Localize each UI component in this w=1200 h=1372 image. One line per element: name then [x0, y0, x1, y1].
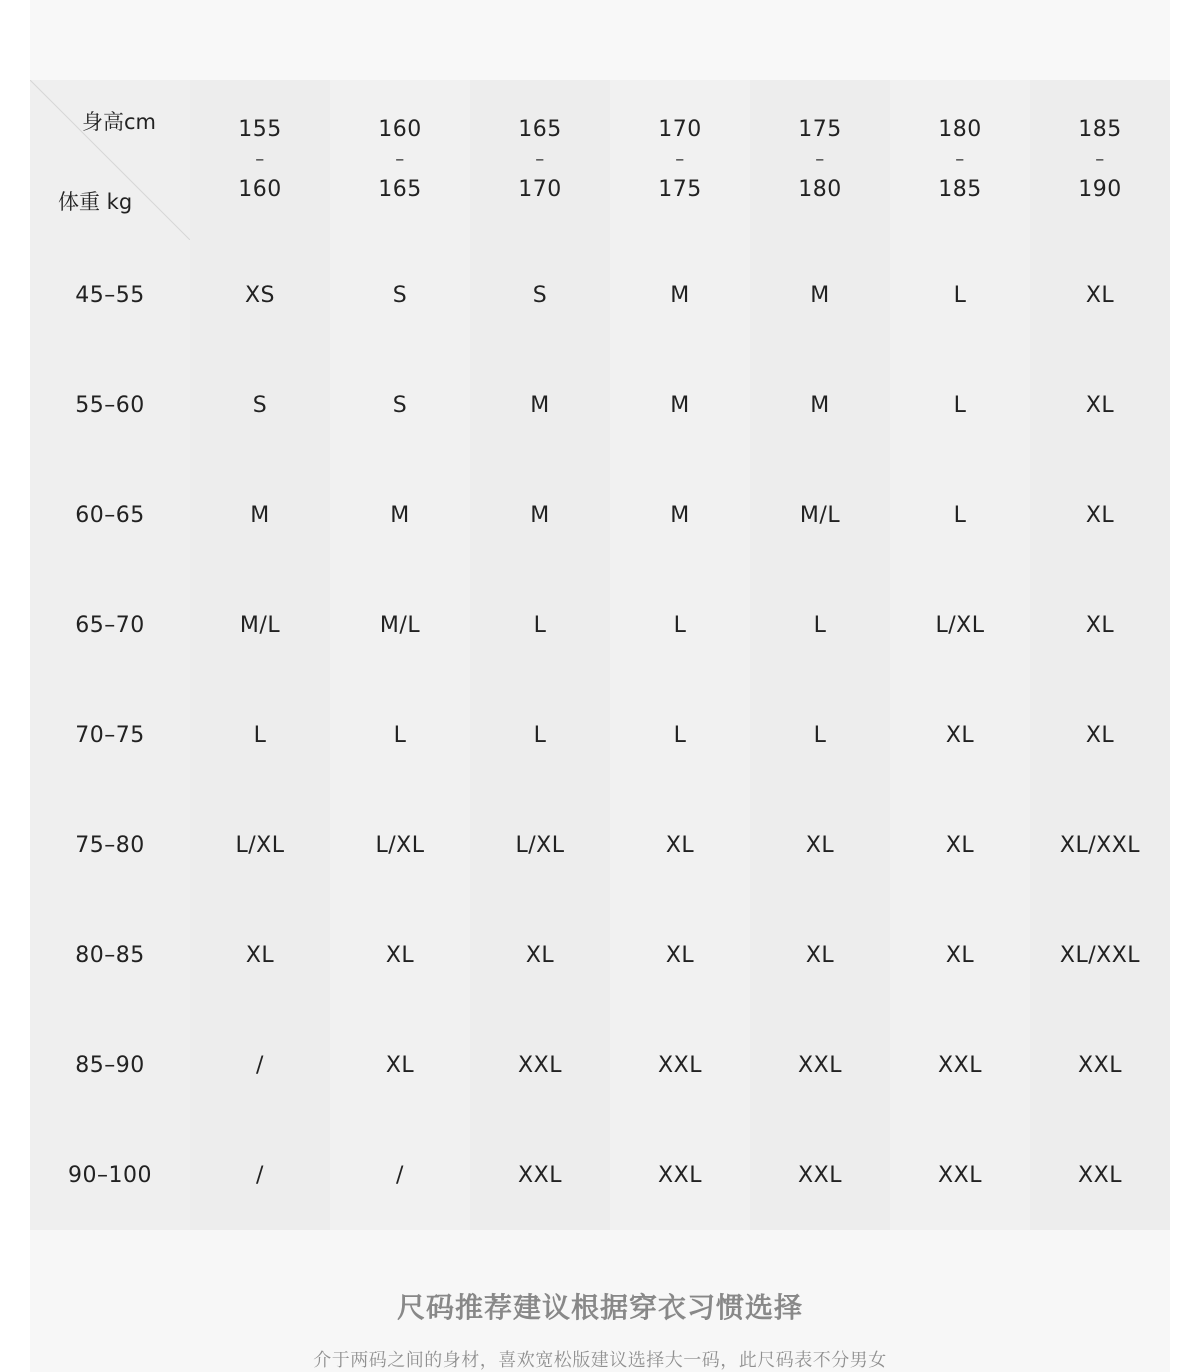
- weight-range-cell: 70–75: [30, 680, 190, 790]
- size-cell: M: [330, 460, 470, 570]
- size-cell: XL/XXL: [1030, 790, 1170, 900]
- height-header-from: 175: [798, 117, 842, 142]
- diagonal-divider: [30, 80, 190, 240]
- top-band: [30, 0, 1170, 80]
- weight-range-cell: 60–65: [30, 460, 190, 570]
- size-cell: M/L: [330, 570, 470, 680]
- height-header-from: 165: [518, 117, 562, 142]
- weight-range-cell: 45–55: [30, 240, 190, 350]
- weight-range-cell: 65–70: [30, 570, 190, 680]
- size-cell: /: [190, 1010, 330, 1120]
- size-cell: L: [330, 680, 470, 790]
- size-cell: XXL: [750, 1010, 890, 1120]
- height-header-sep: –: [395, 149, 405, 170]
- height-header-from: 180: [938, 117, 982, 142]
- size-cell: M: [750, 350, 890, 460]
- height-header-to: 175: [658, 177, 702, 202]
- size-cell: L/XL: [330, 790, 470, 900]
- size-cell: /: [330, 1120, 470, 1230]
- size-cell: L/XL: [470, 790, 610, 900]
- size-cell: XL: [1030, 350, 1170, 460]
- size-cell: XS: [190, 240, 330, 350]
- height-header-from: 185: [1078, 117, 1122, 142]
- height-header-7: [1030, 80, 1170, 240]
- height-header-4: [610, 80, 750, 240]
- size-cell: XXL: [890, 1010, 1030, 1120]
- height-header-3: [470, 80, 610, 240]
- weight-range-cell: 80–85: [30, 900, 190, 1010]
- table-corner-cell: [30, 80, 190, 240]
- height-header-to: 180: [798, 177, 842, 202]
- size-cell: L: [610, 680, 750, 790]
- size-cell: XL: [750, 900, 890, 1010]
- height-header-sep: –: [675, 149, 685, 170]
- height-header-6: [890, 80, 1030, 240]
- size-cell: L: [470, 570, 610, 680]
- size-cell: L: [750, 680, 890, 790]
- size-cell: S: [330, 350, 470, 460]
- height-header-sep: –: [955, 149, 965, 170]
- weight-range-cell: 90–100: [30, 1120, 190, 1230]
- size-cell: M: [470, 350, 610, 460]
- size-cell: XXL: [1030, 1010, 1170, 1120]
- height-header-2: [330, 80, 470, 240]
- height-header-to: 185: [938, 177, 982, 202]
- size-table: [30, 80, 1170, 1230]
- size-cell: L: [190, 680, 330, 790]
- size-cell: M: [750, 240, 890, 350]
- height-header-from: 170: [658, 117, 702, 142]
- height-header-from: 160: [378, 117, 422, 142]
- size-cell: XL/XXL: [1030, 900, 1170, 1010]
- size-cell: XXL: [470, 1120, 610, 1230]
- height-header-5: [750, 80, 890, 240]
- size-cell: XL: [890, 900, 1030, 1010]
- size-cell: L: [610, 570, 750, 680]
- size-cell: XL: [330, 900, 470, 1010]
- height-header-to: 165: [378, 177, 422, 202]
- size-cell: XXL: [1030, 1120, 1170, 1230]
- height-axis-label: 身高cm: [82, 110, 157, 134]
- size-cell: L/XL: [890, 570, 1030, 680]
- weight-range-cell: 75–80: [30, 790, 190, 900]
- height-header-sep: –: [535, 149, 545, 170]
- height-header-sep: –: [255, 149, 265, 170]
- size-cell: L: [470, 680, 610, 790]
- size-notes: [30, 1230, 1170, 1372]
- size-cell: L/XL: [190, 790, 330, 900]
- size-cell: XL: [890, 790, 1030, 900]
- size-cell: XL: [190, 900, 330, 1010]
- size-cell: XXL: [610, 1010, 750, 1120]
- size-cell: XL: [1030, 680, 1170, 790]
- size-cell: XL: [330, 1010, 470, 1120]
- weight-axis-label: 体重 kg: [58, 190, 133, 214]
- height-header-to: 190: [1078, 177, 1122, 202]
- size-cell: M: [190, 460, 330, 570]
- size-cell: S: [470, 240, 610, 350]
- height-header-from: 155: [238, 117, 282, 142]
- size-cell: M: [610, 460, 750, 570]
- size-cell: XL: [1030, 570, 1170, 680]
- weight-range-cell: 85–90: [30, 1010, 190, 1120]
- size-cell: XL: [470, 900, 610, 1010]
- size-cell: L: [890, 240, 1030, 350]
- notes-subtitle: 介于两码之间的身材，喜欢宽松版建议选择大一码，此尺码表不分男女: [313, 1350, 887, 1371]
- size-chart-panel: [30, 0, 1170, 1372]
- size-cell: M: [610, 240, 750, 350]
- size-cell: M/L: [190, 570, 330, 680]
- height-header-sep: –: [1095, 149, 1105, 170]
- size-cell: XL: [610, 900, 750, 1010]
- size-cell: M/L: [750, 460, 890, 570]
- size-cell: M: [610, 350, 750, 460]
- height-header-to: 160: [238, 177, 282, 202]
- height-header-to: 170: [518, 177, 562, 202]
- notes-title: 尺码推荐建议根据穿衣习惯选择: [396, 1291, 803, 1324]
- size-cell: M: [470, 460, 610, 570]
- size-cell: XXL: [470, 1010, 610, 1120]
- size-cell: L: [890, 350, 1030, 460]
- size-cell: XXL: [610, 1120, 750, 1230]
- size-cell: S: [190, 350, 330, 460]
- size-cell: XXL: [750, 1120, 890, 1230]
- height-header-1: [190, 80, 330, 240]
- weight-range-cell: 55–60: [30, 350, 190, 460]
- size-cell: XL: [750, 790, 890, 900]
- size-cell: XL: [890, 680, 1030, 790]
- size-cell: XL: [610, 790, 750, 900]
- size-cell: XXL: [890, 1120, 1030, 1230]
- size-cell: S: [330, 240, 470, 350]
- size-cell: L: [750, 570, 890, 680]
- size-cell: XL: [1030, 240, 1170, 350]
- size-cell: XL: [1030, 460, 1170, 570]
- size-cell: L: [890, 460, 1030, 570]
- height-header-sep: –: [815, 149, 825, 170]
- size-cell: /: [190, 1120, 330, 1230]
